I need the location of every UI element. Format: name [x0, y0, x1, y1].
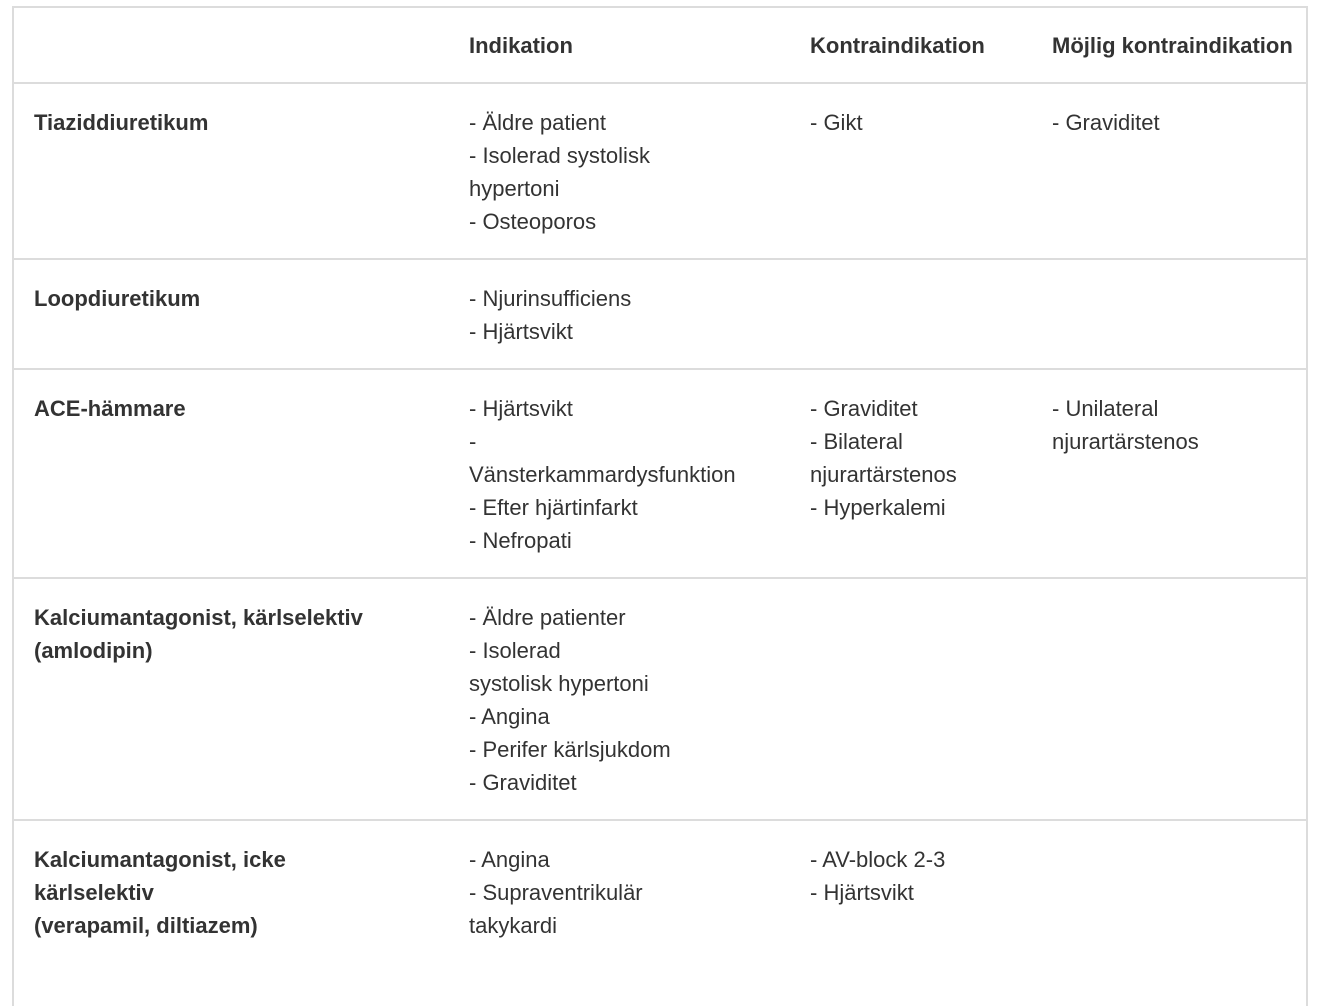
kontraindikation-line: - Graviditet — [810, 396, 918, 421]
mojlig-line: njurartärstenos — [1052, 429, 1199, 454]
indikation-cell — [469, 578, 810, 820]
indikation-line: - Osteoporos — [469, 209, 597, 234]
kontraindikation-line: njurartärstenos — [810, 462, 957, 487]
kontraindikation-line: - Hyperkalemi — [810, 495, 946, 520]
header-kontraindikation: Kontraindikation — [810, 33, 985, 58]
table-row — [14, 820, 1306, 962]
kontraindikation-cell — [810, 259, 1052, 369]
drug-name-line: Loopdiuretikum — [34, 286, 201, 311]
indikation-line: - — [469, 429, 477, 454]
header-empty — [14, 8, 469, 83]
indikation-cell — [469, 820, 810, 962]
mojlig-kontraindikation-cell — [1052, 259, 1306, 369]
indikation-line: - Nefropati — [469, 528, 572, 553]
indikation-line: - Äldre patienter — [469, 605, 626, 630]
drug-name-line: (verapamil, diltiazem) — [34, 913, 258, 938]
drug-name-line: Tiaziddiuretikum — [34, 110, 209, 135]
indikation-line: - Hjärtsvikt — [469, 319, 573, 344]
kontraindikation-line: - Hjärtsvikt — [810, 880, 914, 905]
drug-cell — [14, 578, 469, 820]
mojlig-kontraindikation-cell — [1052, 820, 1306, 962]
indikation-line: Vänsterkammardysfunktion — [469, 462, 736, 487]
mojlig-kontraindikation-cell — [1052, 578, 1306, 820]
drug-name-line: ACE-hämmare — [34, 396, 186, 421]
mojlig-kontraindikation-cell — [1052, 83, 1306, 259]
table-body — [14, 83, 1306, 962]
indikation-line: - Efter hjärtinfarkt — [469, 495, 638, 520]
kontraindikation-cell — [810, 578, 1052, 820]
drug-name-line: Kalciumantagonist, kärlselektiv — [34, 605, 363, 630]
indikation-line: hypertoni — [469, 176, 560, 201]
table-row — [14, 369, 1306, 578]
drug-name-line: Kalciumantagonist, icke — [34, 847, 286, 872]
drug-indication-table — [14, 8, 1306, 962]
indikation-line: - Angina — [469, 704, 550, 729]
kontraindikation-cell — [810, 83, 1052, 259]
indikation-cell — [469, 83, 810, 259]
drug-cell — [14, 83, 469, 259]
kontraindikation-line: - Bilateral — [810, 429, 903, 454]
indikation-line: - Graviditet — [469, 770, 577, 795]
header-indikation: Indikation — [469, 33, 573, 58]
indikation-line: - Njurinsufficiens — [469, 286, 632, 311]
mojlig-line: - Graviditet — [1052, 110, 1160, 135]
indikation-line: - Angina — [469, 847, 550, 872]
kontraindikation-line: - Gikt — [810, 110, 863, 135]
drug-name-line: (amlodipin) — [34, 638, 153, 663]
drug-cell — [14, 369, 469, 578]
mojlig-line: - Unilateral — [1052, 396, 1159, 421]
mojlig-kontraindikation-cell — [1052, 369, 1306, 578]
table-row — [14, 578, 1306, 820]
indikation-cell — [469, 259, 810, 369]
drug-cell — [14, 820, 469, 962]
indikation-line: - Äldre patient — [469, 110, 606, 135]
indikation-line: takykardi — [469, 913, 558, 938]
header-mojlig-kontraindikation: Möjlig kontraindikation — [1052, 33, 1293, 58]
indikation-line: - Isolerad systolisk — [469, 143, 650, 168]
drug-cell — [14, 259, 469, 369]
header-row — [14, 8, 1306, 83]
indikation-line: - Isolerad — [469, 638, 561, 663]
table-row — [14, 83, 1306, 259]
indikation-line: systolisk hypertoni — [469, 671, 649, 696]
indikation-cell — [469, 369, 810, 578]
indikation-line: - Perifer kärlsjukdom — [469, 737, 671, 762]
indikation-line: - Hjärtsvikt — [469, 396, 573, 421]
drug-name-line: kärlselektiv — [34, 880, 154, 905]
drug-indication-table-container — [12, 6, 1308, 1006]
kontraindikation-cell — [810, 369, 1052, 578]
indikation-line: - Supraventrikulär — [469, 880, 643, 905]
table-row — [14, 259, 1306, 369]
kontraindikation-cell — [810, 820, 1052, 962]
kontraindikation-line: - AV-block 2-3 — [810, 847, 946, 872]
